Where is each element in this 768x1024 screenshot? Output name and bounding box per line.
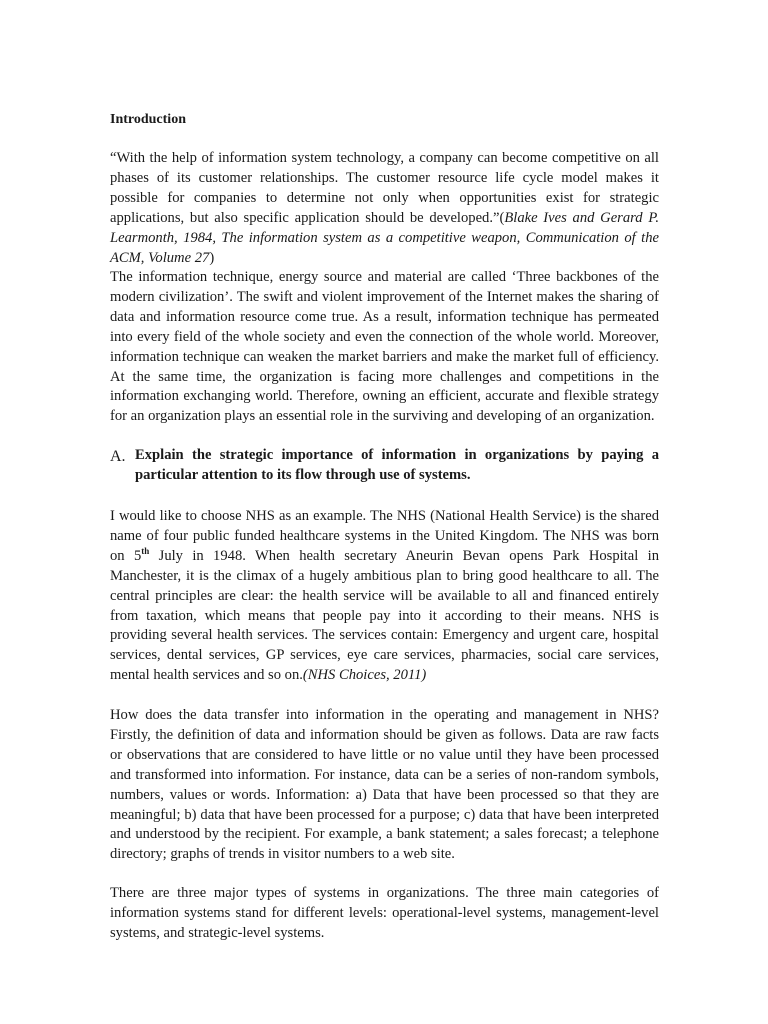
paragraph-nhs	[110, 507, 659, 686]
quote-citation: Blake Ives and Gerard P. Learmonth, 1984, The information system as a competitive weapon, Communication of the ACM, Volume 27	[110, 209, 659, 266]
nhs-text-b: July in 1948. When health secretary Aneurin Bevan opens Park Hospital in Manchester, it is the climax of a hugely ambitious plan to bring good healthcare to all. The central principles are clear: the health service will be available to all and financed entirely from taxation, which means that people pay into it according to their means. NHS is providing several health services. The services contain: Emergency and urgent care, hospital services, dental services, GP services, eye care services, pharmacies, social care services, mental health services and so on.	[110, 547, 659, 684]
section-a-heading	[110, 445, 659, 485]
quote-text: “With the help of information system technology, a company can become competitive on all phases of its customer relationships. The customer resource life cycle model makes it possible for companies to determine not only when opportunities exist for strategic applications, but also specific application should be developed.”(	[110, 150, 659, 226]
paragraph-system-types: There are three major types of systems in organizations. The three main categories of information systems stand for different levels: operational-level systems, management-level systems, and strategic-level systems.	[110, 885, 659, 941]
nhs-citation: (NHS Choices, 2011)	[302, 667, 427, 684]
nhs-text-a: I would like to choose NHS as an example. The NHS (National Health Service) is the shared name of four public funded healthcare systems in the United Kingdom. The NHS was born on 5	[110, 508, 659, 564]
introduction-heading: Introduction	[110, 112, 186, 127]
paragraph-data-information: How does the data transfer into information in the operating and management in NHS? Firstly, the definition of data and information should be given as follows. Data are raw facts or observations that are considered to have little or no value until they have been processed and transformed into information. For instance, data can be a series of non-random symbols, numbers, values or words. Information: a) Data that have been processed so that they are meaningful; b) data that have been processed for a purpose; c) data that have been interpreted and understood by the recipient. For example, a bank statement; a sales forecast; a telephone directory; graphs of trends in visitor numbers to a web site.	[110, 707, 659, 863]
section-letter: A.	[110, 448, 126, 465]
paragraph-backbones: The information technique, energy source and material are called ‘Three backbones of the modern civilization’. The swift and violent improvement of the Internet makes the sharing of data and information resource come true. As a result, information technique has permeated into every field of the whole society and even the connection of the whole world. Moreover, information technique can weaken the market barriers and make the market full of efficiency. At the same time, the organization is facing more challenges and competitions in the information exchanging world. Therefore, owning an efficient, accurate and flexible strategy for an organization plays an essential role in the surviving and developing of an organization.	[110, 269, 659, 425]
quote-citation-close: )	[209, 249, 215, 266]
paragraph-quote	[110, 149, 659, 268]
section-title: Explain the strategic importance of information in organizations by paying a particular attention to its flow through use of systems.	[135, 447, 659, 483]
nhs-ordinal: th	[141, 545, 150, 556]
